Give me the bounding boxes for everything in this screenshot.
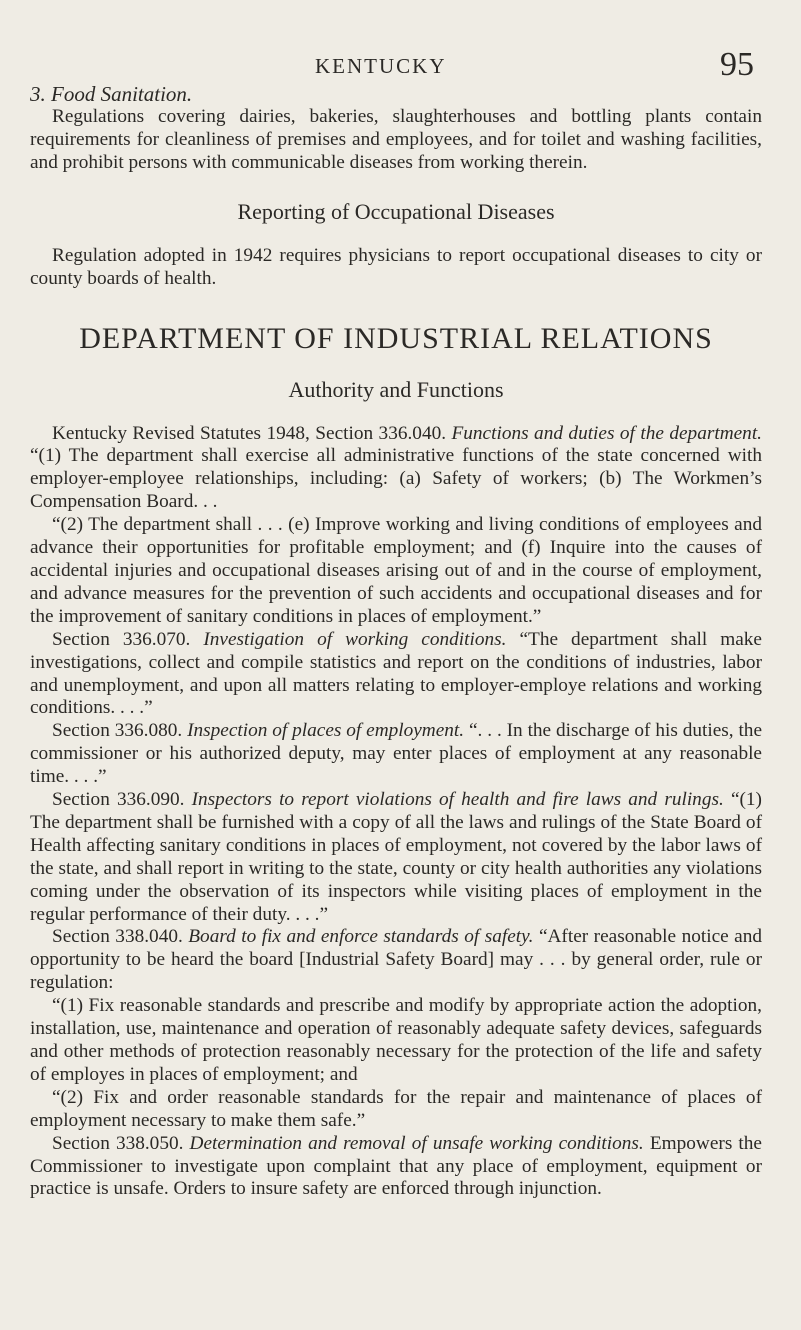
paragraph — [30, 1087, 762, 1133]
paragraph — [30, 995, 762, 1087]
paragraph — [30, 789, 762, 926]
paragraph-lead: Section 336.080. — [52, 720, 183, 742]
paragraph-text: “The department shall make investigations, collect and compile statistics and report on the conditions of industries, labor and unemployment, and upon all matters relating to employer-employe relations and working conditions. . . .” — [30, 628, 762, 719]
paragraph-italic-title: Determination and removal of unsafe working conditions. — [189, 1132, 644, 1154]
paragraph-text: “. . . In the discharge of his duties, the commissioner or his authorized deputy, may enter places of employment at any reasonable time. . . .” — [30, 720, 762, 788]
paragraph-lead: Section 338.050. — [52, 1132, 184, 1154]
paragraph-italic-title: Functions and duties of the department. — [451, 422, 762, 444]
body-text — [30, 82, 762, 1201]
authority-heading: Authority and Functions — [288, 376, 504, 402]
paragraph-italic-title: Inspection of places of employment. — [187, 720, 465, 742]
paragraph-lead: Section 338.040. — [52, 926, 183, 948]
paragraph — [30, 629, 762, 721]
food-sanitation-text: Regulations covering dairies, bakeries, slaughterhouses and bottling plants contain requirements for cleanliness of premises and employees, and for toilet and washing facilities, and prohibit persons with communicable diseases from working therein. — [30, 106, 762, 173]
reporting-heading: Reporting of Occupational Diseases — [237, 198, 555, 224]
paragraph-italic-title: Inspectors to report violations of health and fire laws and rulings. — [191, 789, 724, 811]
paragraph-italic-title: Investigation of working conditions. — [203, 628, 507, 650]
paragraph — [30, 514, 762, 629]
running-title: KENTUCKY — [315, 54, 447, 78]
paragraph-text: “(1) The department shall exercise all administrative functions of the state concerned with employer-employee relationships, including: (a) Safety of workers; (b) The Workmen’s Compensation Board. . . — [30, 445, 762, 513]
food-sanitation-title: 3. Food Sanitation. — [30, 82, 193, 106]
paragraph-text: “(2) The department shall . . . (e) Improve working and living conditions of employees and advance their opportunities for profitable employment; and (f) Inquire into the causes of accidental injuries and occupational diseases arising out of and in the course of employment, and advance measures for the prevention of such accidents and occupational diseases and for the improvement of sanitary conditions in places of employment.” — [30, 514, 762, 627]
department-heading: DEPARTMENT OF INDUSTRIAL RELATIONS — [79, 321, 713, 355]
paragraph-text: “(2) Fix and order reasonable standards for the repair and maintenance of places of employment necessary to make them safe.” — [30, 1086, 762, 1131]
paragraph-text: Empowers the Commissioner to investigate upon complaint that any place of employment, equipment or practice is unsafe. Orders to insure safety are enforced through injunction. — [30, 1132, 762, 1200]
paragraph-italic-title: Board to fix and enforce standards of safety. — [188, 926, 534, 948]
paragraph-text: “(1) The department shall be furnished with a copy of all the laws and rulings of the State Board of Health affecting sanitary conditions in places of employment, not covered by the labor laws of the state, and shall report in writing to the state, county or city health authorities any violations coming under the observation of its inspectors while visiting places of employment in the regular performance of their duty. . . .” — [30, 789, 762, 925]
paragraph-lead: Section 336.090. — [52, 789, 185, 811]
paragraph — [30, 720, 762, 789]
reporting-text: Regulation adopted in 1942 requires physicians to report occupational diseases to city or county boards of health. — [30, 244, 762, 289]
page-number: 95 — [720, 46, 754, 83]
paragraph — [30, 423, 762, 515]
paragraph-text: “After reasonable notice and opportunity to be heard the board [Industrial Safety Board] may . . . by general order, rule or regulation: — [30, 926, 762, 994]
paragraph — [30, 1133, 762, 1202]
paragraph-text: “(1) Fix reasonable standards and prescribe and modify by appropriate action the adoption, installation, use, maintenance and operation of reasonably adequate safety devices, safeguards and other methods of protection reasonably necessary for the protection of the life and safety of employes in places of employment; and — [30, 995, 762, 1085]
paragraph — [30, 926, 762, 995]
paragraph-lead: Section 336.070. — [52, 628, 191, 650]
paragraph-lead: Kentucky Revised Statutes 1948, Section 336.040. — [52, 422, 447, 444]
